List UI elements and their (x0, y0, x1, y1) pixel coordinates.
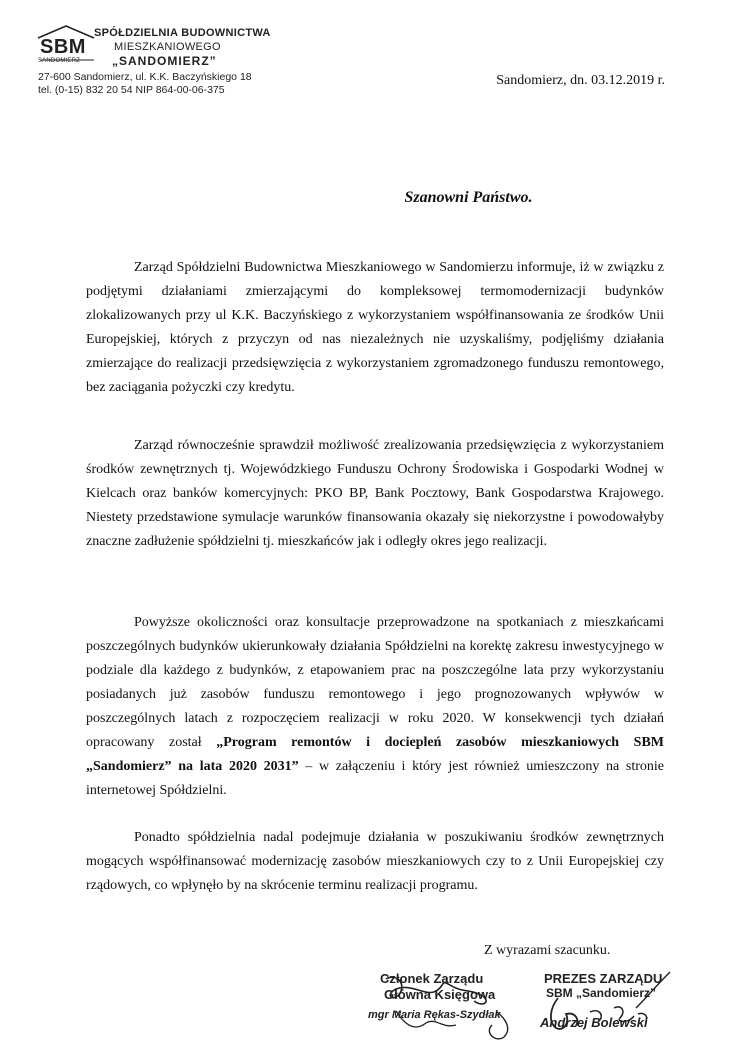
paragraph-3-text-b: – w załączeniu i który jest również umieszczony na stronie internetowej Spółdzielni. (86, 759, 665, 798)
org-address: 27-600 Sandomierz, ul. K.K. Baczyńskiego 18 (38, 71, 252, 83)
salutation: Szanowni Państwo. (404, 189, 533, 206)
stamp-board-president (530, 968, 680, 1046)
stamp-board-member (366, 971, 516, 1043)
stamp-left-role: Główna Księgowa (384, 987, 496, 1002)
paragraph-2 (86, 434, 664, 554)
stamp-right-name: Andrzej Bolewski (540, 1015, 648, 1030)
program-title: „Program remontów i dociepleń zasobów mieszkaniowych SBM „Sandomierz” na lata 2020 2031” (86, 735, 664, 774)
date-line: Sandomierz, dn. 03.12.2019 r. (496, 73, 665, 88)
stamp-left-title: Członek Zarządu (380, 971, 484, 986)
org-name-line1: SPÓŁDZIELNIA BUDOWNICTWA (94, 27, 271, 39)
org-name-line2: MIESZKANIOWEGO (114, 41, 221, 53)
paragraph-3 (86, 611, 664, 803)
paragraph-2-text: Zarząd równocześnie sprawdził możliwość zrealizowania przedsięwzięcia z wykorzystaniem środków zewnętrznych tj. Wojewódzkiego Funduszu Ochrony Środowiska i Gospodarki Wodnej w Kielcach oraz banków komercyjnych: PKO BP, Bank Pocztowy, Bank Gospodarstwa Krajowego. Niestety przedstawione symulacje warunków finansowania okazały się niekorzystne i powodowałyby znaczne zadłużenie spółdzielni tj. mieszkańców jak i odległy okres jego realizacji. (86, 438, 664, 549)
logo-text: SBM (40, 36, 86, 58)
closing: Z wyrazami szacunku. (484, 943, 611, 958)
paragraph-4 (86, 826, 664, 898)
stamp-right-org: SBM „Sandomierz” (546, 986, 657, 1000)
stamp-right-title: PREZES ZARZĄDU (544, 971, 663, 986)
paragraph-1 (86, 256, 664, 400)
org-phone-nip: tel. (0-15) 832 20 54 NIP 864-00-06-375 (38, 84, 225, 96)
stamp-left-name: mgr Maria Rękas-Szydłak (368, 1009, 501, 1021)
logo-subtext: SANDOMIERZ (38, 58, 81, 64)
paragraph-4-text: Ponadto spółdzielnia nadal podejmuje działania w poszukiwaniu środków zewnętrznych mogących współfinansować modernizację zasobów mieszkaniowych czy to z Unii Europejskiej czy rządowych, co wpłynęło by na skrócenie terminu realizacji programu. (86, 830, 664, 893)
paragraph-1-text: Zarząd Spółdzielni Budownictwa Mieszkaniowego w Sandomierzu informuje, iż w związku z podjętymi działaniami zmierzającymi do kompleksowej termomodernizacji budynków zlokalizowanych przy ul K.K. Baczyńskiego z wykorzystaniem współfinansowania ze środków Unii Europejskiej, których z przyczyn od nas niezależnych nie uzyskaliśmy, podjęliśmy działania zmierzające do realizacji przedsięwzięcia z wykorzystaniem zgromadzonego funduszu remontowego, bez zaciągania pożyczki czy kredytu. (86, 260, 664, 395)
paragraph-3-text-a: Powyższe okoliczności oraz konsultacje przeprowadzone na spotkaniach z mieszkańcami poszczególnych budynków ukierunkowały działania Spółdzielni na korektę zakresu inwestycyjnego w podziale dla każdego z budynków, z etapowaniem prac na poszczególne lata przy wykorzystaniu posiadanych już zasobów funduszu remontowego i jego prognozowanych wpływów w poszczególnych latach z rozpoczęciem realizacji w roku 2020. W konsekwencji tych działań opracowany został (86, 615, 664, 750)
org-name-line3: „SANDOMIERZ” (112, 54, 217, 68)
sbm-logo (36, 24, 98, 76)
